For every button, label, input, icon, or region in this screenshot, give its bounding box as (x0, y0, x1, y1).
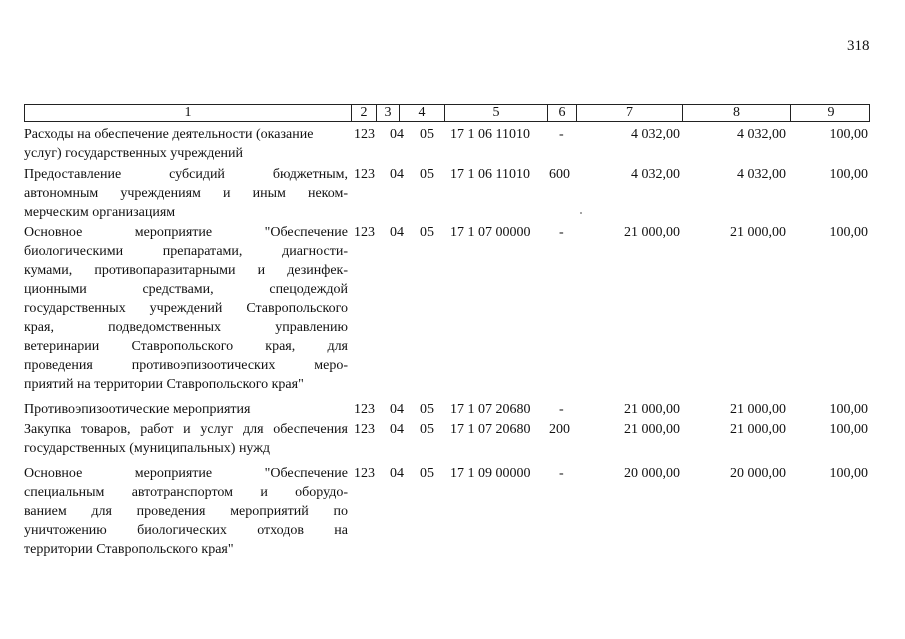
cell-code-4: 05 (420, 466, 434, 481)
cell-code-2: 123 (354, 402, 375, 417)
cell-code-4: 05 (420, 422, 434, 437)
cell-value-7: 21 000,00 (624, 402, 680, 417)
cell-code-6: - (559, 402, 564, 417)
cell-code-2: 123 (354, 127, 375, 142)
cell-code-3: 04 (390, 466, 404, 481)
description-line: проведения противоэпизоотических меро- (24, 358, 348, 373)
cell-code-5: 17 1 07 20680 (450, 402, 531, 417)
cell-value-7: 21 000,00 (624, 225, 680, 240)
description-line: приятий на территории Ставропольского края" (24, 377, 304, 392)
cell-code-5: 17 1 06 11010 (450, 167, 530, 182)
description-line: ционными средствами, спецодеждой (24, 282, 348, 297)
cell-code-4: 05 (420, 402, 434, 417)
row-description (24, 165, 348, 222)
scan-speck (580, 212, 582, 214)
description-line: мерческим организациям (24, 205, 176, 220)
cell-code-2: 123 (354, 167, 375, 182)
header-col-1: 1 (184, 105, 192, 120)
table-header (24, 104, 870, 122)
cell-code-5: 17 1 07 00000 (450, 225, 531, 240)
cell-code-2: 123 (354, 466, 375, 481)
cell-code-3: 04 (390, 167, 404, 182)
description-line: Основное мероприятие "Обеспечение (24, 466, 348, 481)
row-description (24, 420, 348, 458)
header-col-5: 5 (444, 105, 547, 121)
cell-value-8: 4 032,00 (737, 167, 786, 182)
cell-code-6: - (559, 466, 564, 481)
description-line: автономным учреждениям и иным неком- (24, 186, 348, 201)
cell-value-9: 100,00 (829, 402, 868, 417)
description-line: биологическими препаратами, диагности- (24, 244, 348, 259)
description-line: ванием для проведения мероприятий по (24, 504, 348, 519)
row-description (24, 400, 348, 419)
cell-value-7: 21 000,00 (624, 422, 680, 437)
cell-value-9: 100,00 (829, 225, 868, 240)
cell-value-8: 21 000,00 (730, 225, 786, 240)
row-description (24, 464, 348, 559)
header-col-4: 4 (399, 105, 444, 121)
description-line: специальным автотранспортом и оборудо- (24, 485, 348, 500)
description-line: Противоэпизоотические мероприятия (24, 402, 251, 417)
description-line: ветеринарии Ставропольского края, для (24, 339, 348, 354)
cell-code-4: 05 (420, 167, 434, 182)
cell-code-5: 17 1 06 11010 (450, 127, 530, 142)
cell-code-3: 04 (390, 127, 404, 142)
cell-code-4: 05 (420, 225, 434, 240)
row-description (24, 125, 348, 163)
description-line: Предоставление субсидий бюджетным, (24, 167, 348, 182)
cell-code-3: 04 (390, 422, 404, 437)
header-col-8: 8 (682, 105, 790, 121)
cell-code-6: - (559, 127, 564, 142)
description-line: уничтожению биологических отходов на (24, 523, 348, 538)
cell-code-4: 05 (420, 127, 434, 142)
cell-code-5: 17 1 07 20680 (450, 422, 531, 437)
cell-value-9: 100,00 (829, 167, 868, 182)
cell-code-2: 123 (354, 422, 375, 437)
cell-value-7: 20 000,00 (624, 466, 680, 481)
cell-value-9: 100,00 (829, 127, 868, 142)
description-line: кумами, противопаразитарными и дезинфек- (24, 263, 348, 278)
cell-code-5: 17 1 09 00000 (450, 466, 531, 481)
cell-value-8: 21 000,00 (730, 402, 786, 417)
cell-value-9: 100,00 (829, 422, 868, 437)
cell-value-7: 4 032,00 (631, 127, 680, 142)
description-line: государственных учреждений Ставропольского (24, 301, 348, 316)
header-col-9: 9 (790, 105, 871, 121)
description-line: услуг) государственных учреждений (24, 146, 244, 161)
header-col-2: 2 (351, 105, 376, 121)
page-number: 318 (847, 38, 870, 54)
description-line: Расходы на обеспечение деятельности (оказание (24, 127, 314, 142)
cell-code-6: 200 (549, 422, 570, 437)
cell-code-3: 04 (390, 402, 404, 417)
header-col-7: 7 (576, 105, 682, 121)
cell-code-6: 600 (549, 167, 570, 182)
description-line: Основное мероприятие "Обеспечение (24, 225, 348, 240)
header-col-3: 3 (376, 105, 399, 121)
description-line: края, подведомственных управлению (24, 320, 348, 335)
cell-value-8: 20 000,00 (730, 466, 786, 481)
cell-value-8: 4 032,00 (737, 127, 786, 142)
description-line: территории Ставропольского края" (24, 542, 234, 557)
header-col-6: 6 (547, 105, 576, 121)
cell-code-3: 04 (390, 225, 404, 240)
cell-value-9: 100,00 (829, 466, 868, 481)
cell-code-2: 123 (354, 225, 375, 240)
cell-value-7: 4 032,00 (631, 167, 680, 182)
row-description (24, 223, 348, 394)
cell-value-8: 21 000,00 (730, 422, 786, 437)
description-line: государственных (муниципальных) нужд (24, 441, 271, 456)
cell-code-6: - (559, 225, 564, 240)
description-line: Закупка товаров, работ и услуг для обеспечения (24, 422, 348, 437)
